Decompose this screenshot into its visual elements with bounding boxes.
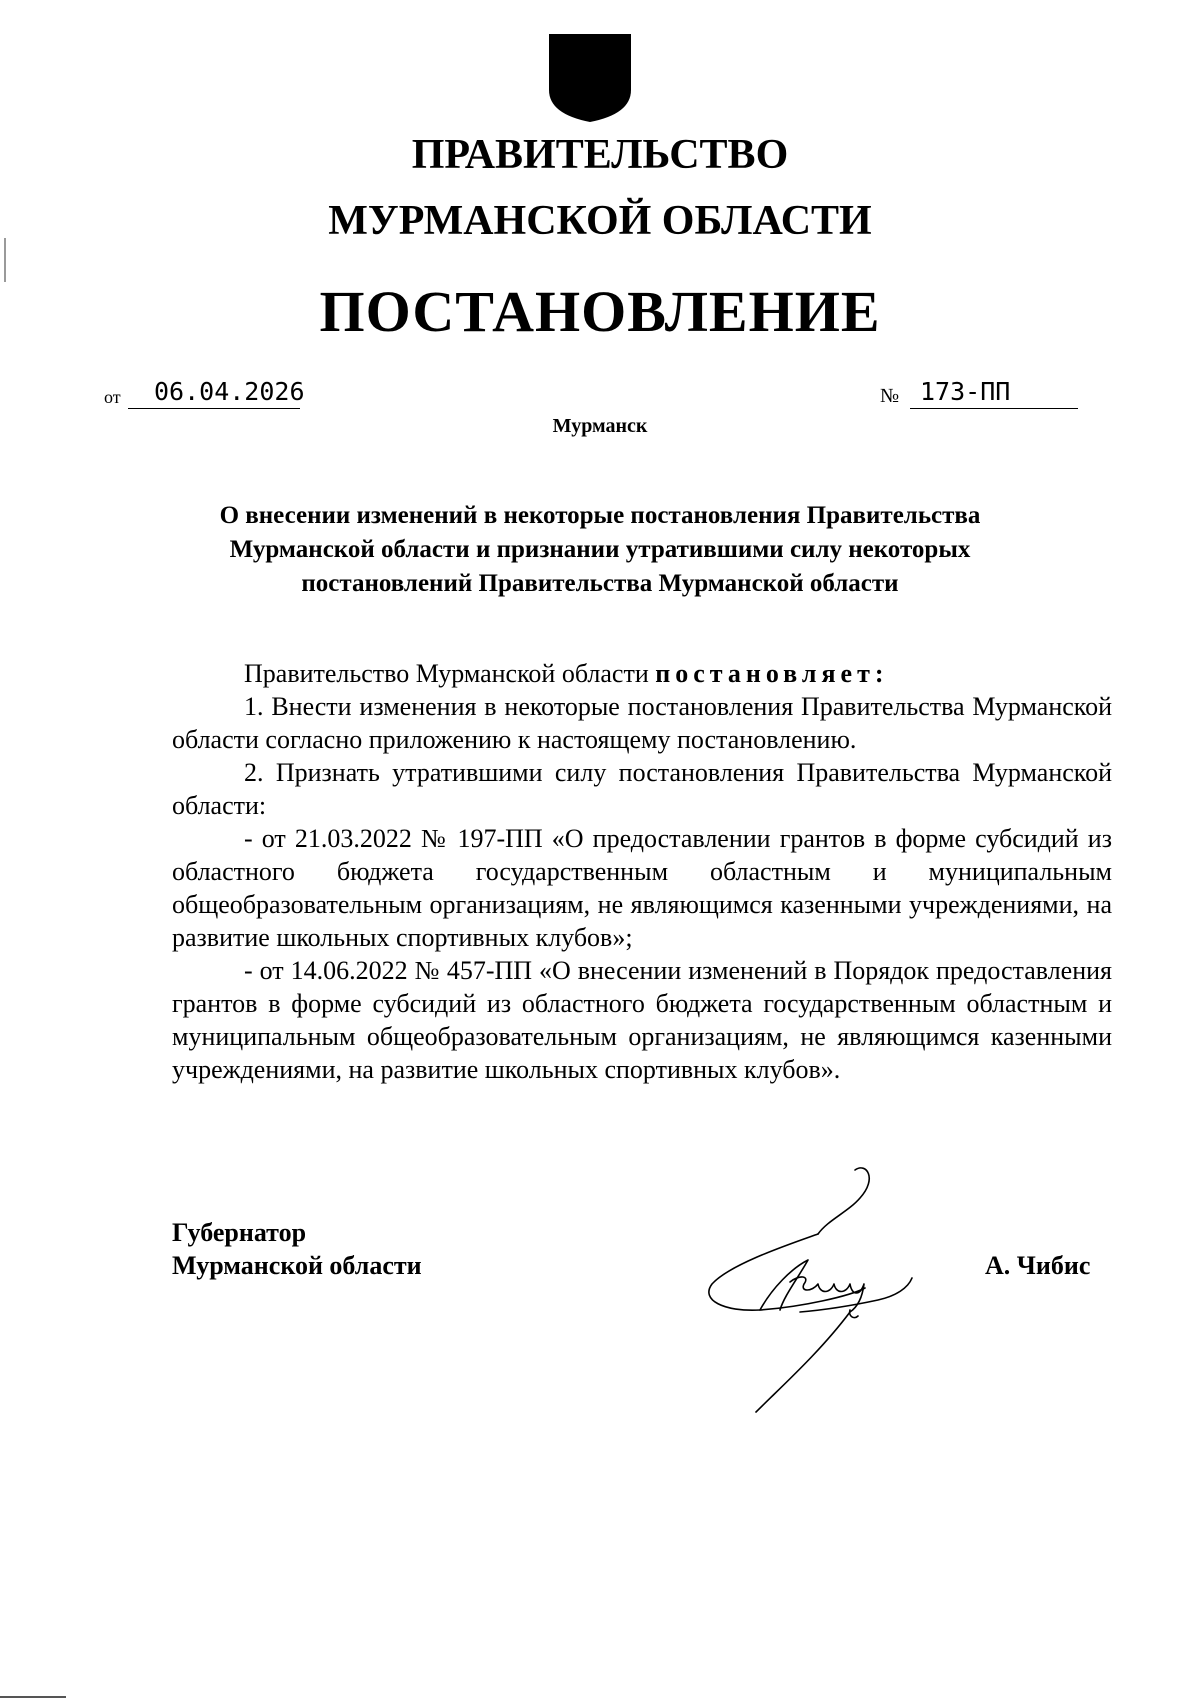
- document-number: 173-ПП: [910, 379, 1078, 409]
- city: Мурманск: [552, 415, 648, 437]
- item-1: 1. Внести изменения в некоторые постановления Правительства Мурманской области согласно приложению к настоящему постановлению.: [172, 692, 1112, 754]
- document-title: [150, 499, 1050, 601]
- handwritten-signature: [700, 1160, 970, 1415]
- signer-position-line2: Мурманской области: [172, 1251, 422, 1280]
- org-name-line1: ПРАВИТЕЛЬСТВО: [411, 132, 789, 178]
- title-line: постановлений Правительства Мурманской области: [301, 570, 899, 597]
- coat-of-arms-icon: [547, 32, 633, 124]
- scan-mark: [4, 238, 6, 282]
- intro-paragraph: [172, 657, 1112, 690]
- signer-position-line1: Губернатор: [172, 1218, 307, 1247]
- signer-position: [172, 1216, 422, 1282]
- signer-name: А. Чибис: [985, 1251, 1091, 1280]
- number-prefix: №: [880, 385, 900, 407]
- item-2: 2. Признать утратившими силу постановления Правительства Мурманской области:: [172, 758, 1112, 820]
- title-line: О внесении изменений в некоторые постановления Правительства: [219, 502, 981, 529]
- document-type: ПОСТАНОВЛЕНИЕ: [319, 279, 881, 344]
- org-name-line2: МУРМАНСКОЙ ОБЛАСТИ: [328, 198, 872, 244]
- sub-item-1: - от 21.03.2022 № 197-ПП «О предоставлении грантов в форме субсидий из областного бюджета государственным областным и муниципальным общеобразовательным организациям, не являющимся казенными учреждениями, на развитие школьных спортивных клубов»;: [172, 824, 1112, 952]
- date-prefix: от: [104, 387, 121, 407]
- document-date: 06.04.2026: [128, 379, 300, 409]
- sub-item-2: - от 14.06.2022 № 457-ПП «О внесении изменений в Порядок предоставления грантов в форме субсидий из областного бюджета государственным областным и муниципальным общеобразовательным организациям, не являющимся казенными учреждениями, на развитие школьных спортивных клубов».: [172, 956, 1112, 1084]
- document-body: [172, 657, 1112, 1086]
- intro-text: Правительство Мурманской области: [244, 659, 649, 688]
- scan-mark: [0, 1696, 66, 1698]
- intro-verb: постановляет:: [655, 659, 889, 688]
- title-line: Мурманской области и признании утратившими силу некоторых: [229, 536, 971, 563]
